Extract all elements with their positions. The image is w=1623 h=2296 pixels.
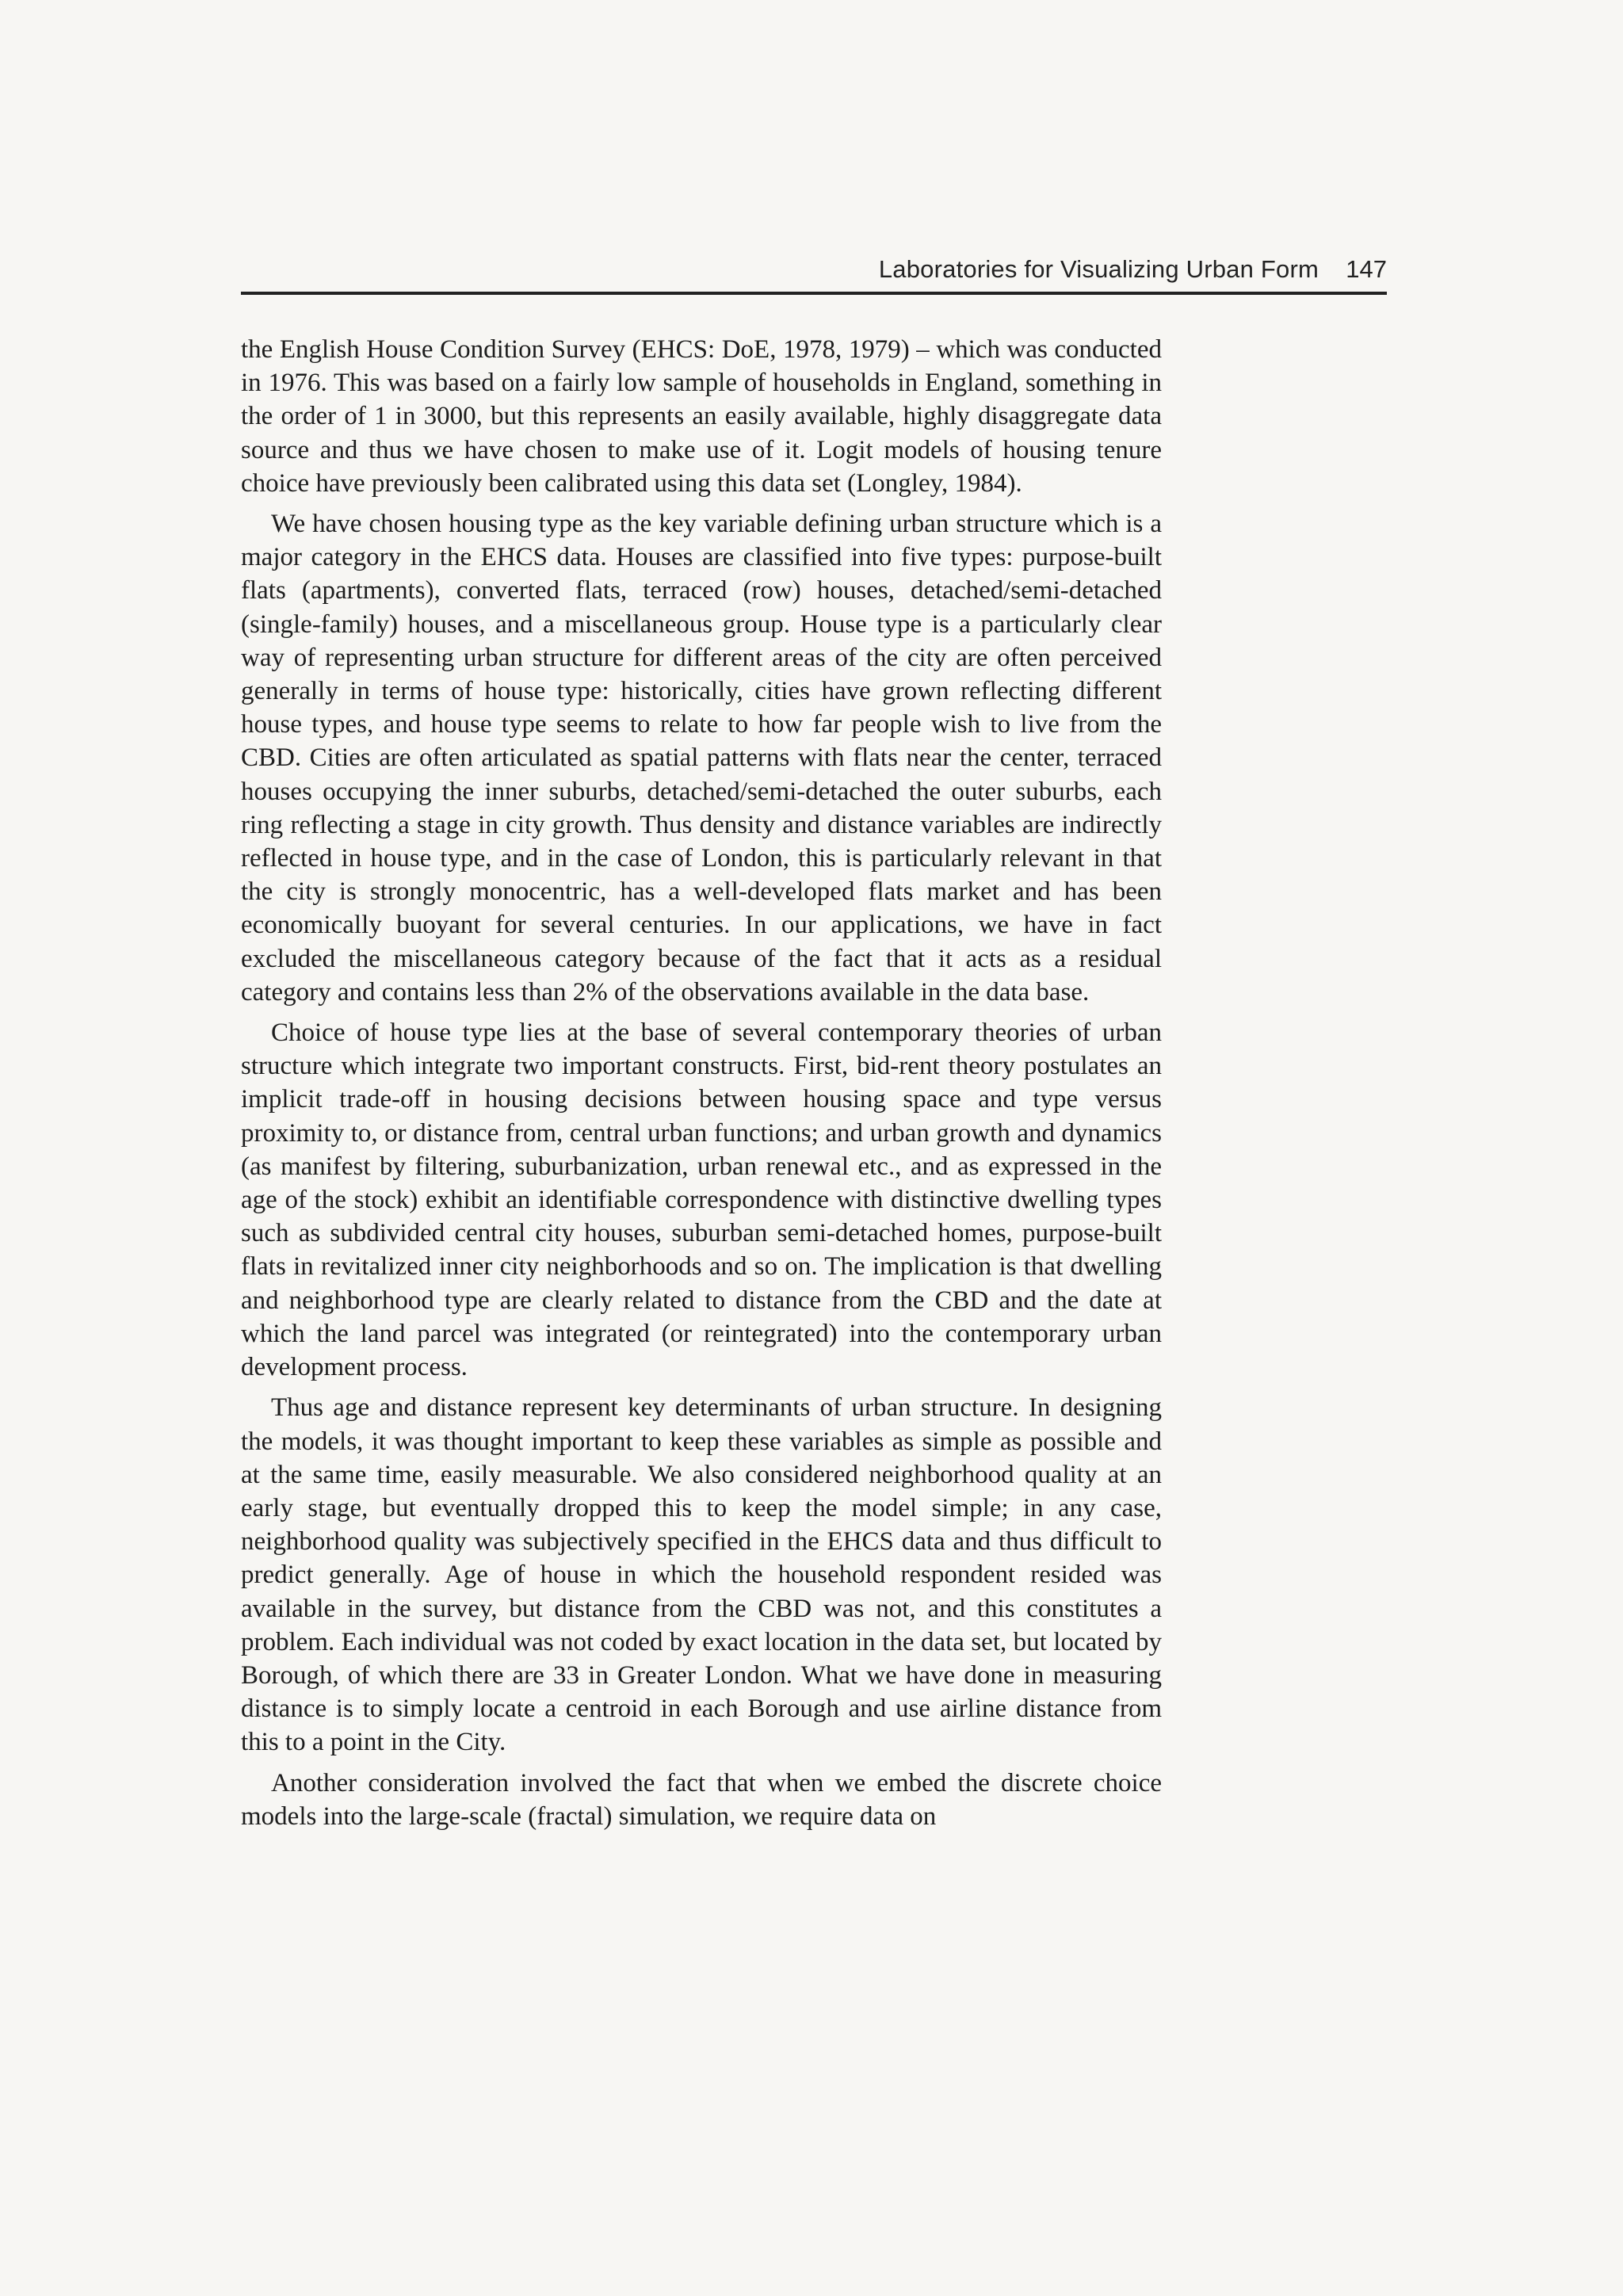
- body-text: [241, 333, 1162, 1833]
- paragraph-4: Thus age and distance represent key determinants of urban structure. In designing the models, it was thought important to keep these variables as simple as possible and at the same time, easily measurable. We also considered neighborhood quality at an early stage, but eventually dropped this to keep the model simple; in any case, neighborhood quality was subjectively specified in the EHCS data and thus difficult to predict generally. Age of house in which the household respondent resided was available in the survey, but distance from the CBD was not, and this constitutes a problem. Each individual was not coded by exact location in the data set, but located by Borough, of which there are 33 in Greater London. What we have done in measuring distance is to simply locate a centroid in each Borough and use airline distance from this to a point in the City.: [241, 1393, 1162, 1757]
- paragraph-3: Choice of house type lies at the base of several contemporary theories of urban structure which integrate two important constructs. First, bid-rent theory postulates an implicit trade-off in housing decisions between housing space and type versus proximity to, or distance from, central urban functions; and urban growth and dynamics (as manifest by filtering, suburbanization, urban renewal etc., and as expressed in the age of the stock) exhibit an identifiable correspondence with distinctive dwelling types such as subdivided central city houses, suburban semi-detached homes, purpose-built flats in revitalized inner city neighborhoods and so on. The implication is that dwelling and neighborhood type are clearly related to distance from the CBD and the date at which the land parcel was integrated (or reintegrated) into the contemporary urban development process.: [241, 1018, 1162, 1382]
- running-title: Laboratories for Visualizing Urban Form: [878, 255, 1319, 283]
- page-number: 147: [1346, 255, 1387, 283]
- paragraph-2: We have chosen housing type as the key variable defining urban structure which is a major category in the EHCS data. Houses are classified into five types: purpose-built flats (apartments), converted flats, terraced (row) houses, detached/semi-detached (single-family) houses, and a miscellaneous group. House type is a particularly clear way of representing urban structure for different areas of the city are often perceived generally in terms of house type: historically, cities have grown reflecting different house types, and house type seems to relate to how far people wish to live from the CBD. Cities are often articulated as spatial patterns with flats near the center, terraced houses occupying the inner suburbs, detached/semi-detached the outer suburbs, each ring reflecting a stage in city growth. Thus density and distance variables are indirectly reflected in house type, and in the case of London, this is particularly relevant in that the city is strongly monocentric, has a well-developed flats market and has been economically buoyant for several centuries. In our applications, we have in fact excluded the miscellaneous category because of the fact that it acts as a residual category and contains less than 2% of the observations available in the data base.: [241, 510, 1162, 1007]
- paragraph-5: Another consideration involved the fact that when we embed the discrete choice models into the large-scale (fractal) simulation, we require data on: [241, 1768, 1162, 1831]
- running-header: [241, 255, 1387, 295]
- paragraph-1: the English House Condition Survey (EHCS: DoE, 1978, 1979) – which was conducted in 1976. This was based on a fairly low sample of households in England, something in the order of 1 in 3000, but this represents an easily available, highly disaggregate data source and thus we have chosen to make use of it. Logit models of housing tenure choice have previously been calibrated using this data set (Longley, 1984).: [241, 335, 1162, 498]
